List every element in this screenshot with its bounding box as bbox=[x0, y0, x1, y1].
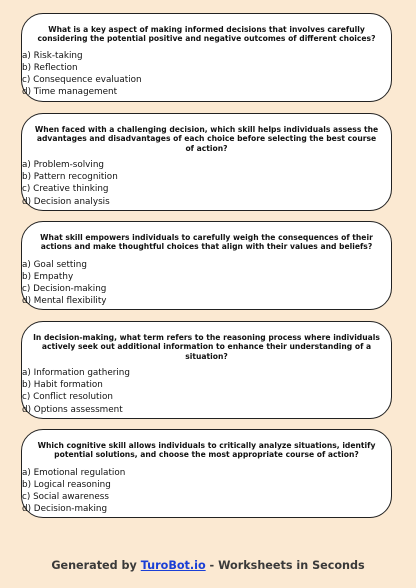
question-text: Which cognitive skill allows individuals to critically analyze situations, identify potential solutions, and choose the most appropriate course of action? bbox=[37, 441, 376, 460]
options-list bbox=[22, 159, 391, 207]
option-d: d) Decision-making bbox=[22, 504, 108, 515]
question-card-4 bbox=[21, 321, 392, 419]
options-list bbox=[22, 467, 391, 515]
option-d: d) Time management bbox=[22, 87, 118, 98]
question-text: When faced with a challenging decision, which skill helps individuals assess the advantages and disadvantages of each choice before selecting the best course of action? bbox=[34, 125, 379, 153]
option-d: d) Options assessment bbox=[22, 404, 123, 415]
option-c: c) Social awareness bbox=[22, 492, 109, 502]
option-a: a) Emotional regulation bbox=[22, 467, 126, 478]
option-a: a) Information gathering bbox=[22, 368, 130, 379]
turobot-link[interactable]: TuroBot.io bbox=[140, 559, 206, 572]
option-d: d) Decision analysis bbox=[22, 196, 110, 207]
option-d: d) Mental flexibility bbox=[22, 296, 107, 307]
options-list bbox=[22, 259, 391, 307]
option-a: a) Problem-solving bbox=[22, 160, 104, 171]
question-card-3 bbox=[21, 221, 392, 310]
option-b: b) Reflection bbox=[22, 62, 78, 73]
footer-prefix: Generated by bbox=[51, 559, 141, 572]
footer bbox=[0, 559, 416, 572]
question-text: In decision-making, what term refers to the reasoning process where individuals actively seek out additional information to enhance their understanding of a situation? bbox=[33, 333, 380, 361]
question-text: What skill empowers individuals to carefully weigh the consequences of their actions and make thoughtful choices that align with their values and beliefs? bbox=[40, 233, 373, 252]
footer-suffix: - Worksheets in Seconds bbox=[205, 559, 365, 572]
option-b: b) Habit formation bbox=[22, 380, 103, 391]
question-card-2 bbox=[21, 113, 392, 211]
question-card-5 bbox=[21, 429, 392, 518]
option-a: a) Goal setting bbox=[22, 259, 87, 270]
option-c: c) Consequence evaluation bbox=[22, 75, 142, 85]
option-a: a) Risk-taking bbox=[22, 50, 83, 61]
option-b: b) Pattern recognition bbox=[22, 172, 118, 183]
option-b: b) Logical reasoning bbox=[22, 479, 111, 490]
option-c: c) Decision-making bbox=[22, 284, 107, 294]
option-c: c) Creative thinking bbox=[22, 184, 109, 195]
options-list bbox=[22, 367, 391, 415]
option-c: c) Conflict resolution bbox=[22, 392, 113, 403]
question-text: What is a key aspect of making informed decisions that involves carefully considering the potential positive and negative outcomes of different choices? bbox=[37, 25, 376, 44]
options-list bbox=[22, 50, 391, 98]
option-b: b) Empathy bbox=[22, 271, 74, 282]
question-card-1 bbox=[21, 13, 392, 102]
